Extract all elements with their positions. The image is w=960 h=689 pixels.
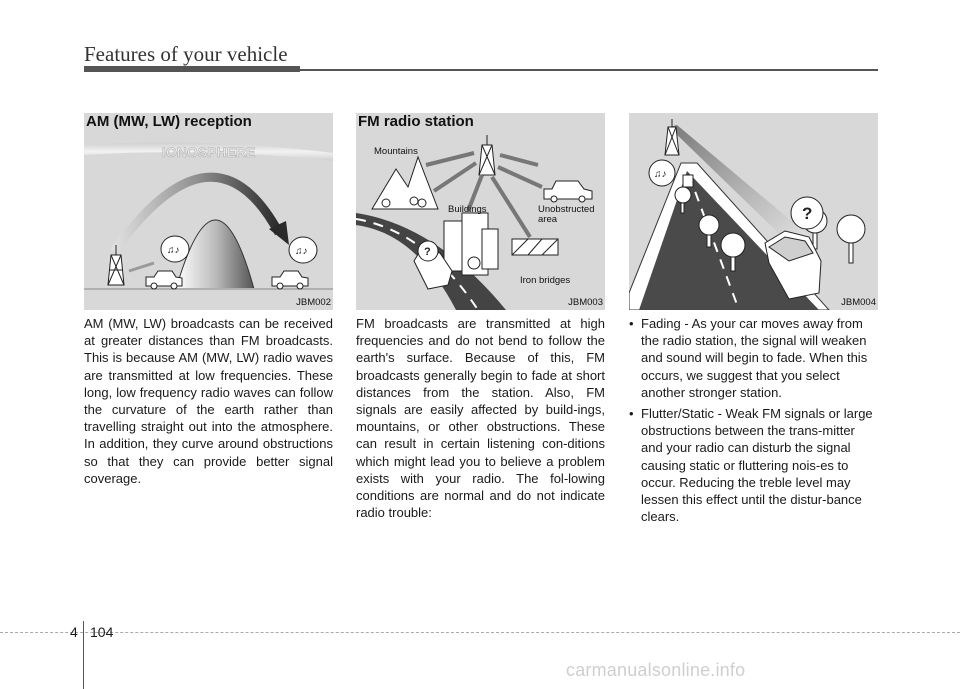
ionosphere-label: IONOSPHERE [162, 144, 256, 160]
fading-illustration [629, 113, 878, 310]
figure-code: JBM002 [296, 297, 331, 308]
fm-conditions-list [629, 315, 878, 529]
list-item-text: Fading - As your car moves away from the radio station, the signal will weaken and sound will begin to fade. When this occurs, we suggest that you select another stronger station. [641, 316, 868, 400]
am-reception-figure [84, 113, 333, 310]
radio-tower-icon [479, 135, 495, 175]
svg-text:?: ? [424, 246, 431, 258]
bullet-marker: • [629, 316, 634, 331]
list-item [629, 405, 878, 525]
svg-text:♫♪: ♫♪ [654, 169, 667, 180]
header-rule-thick [84, 66, 300, 72]
page-number: 104 [90, 624, 114, 640]
figure-title: FM radio station [358, 113, 474, 130]
label-buildings: Buildings [448, 204, 487, 215]
label-area: area [538, 214, 558, 225]
list-item-text: Flutter/Static - Weak FM signals or large obstructions between the trans-mitter and your radio can disturb the signal causing static or fluttering nois-es to occur. Reducing the treble level may lessen this effect until the distur-bance clears. [641, 406, 873, 525]
footer-rule [0, 632, 960, 633]
question-bubble-icon [418, 241, 438, 261]
fm-station-illustration [356, 113, 605, 310]
label-mountains: Mountains [374, 146, 418, 157]
label-unobstructed: Unobstructed [538, 204, 595, 215]
car-icon [272, 271, 308, 289]
fm-radio-station-figure [356, 113, 605, 310]
header-rule-thin [300, 69, 878, 71]
music-signal-icon [289, 237, 317, 263]
music-signal-icon [649, 160, 675, 186]
am-reception-illustration [84, 113, 333, 310]
figure-title: AM (MW, LW) reception [86, 113, 252, 130]
svg-text:♫♪: ♫♪ [167, 245, 180, 256]
fm-paragraph: FM broadcasts are transmitted at high frequencies and do not bend to follow the earth's surface. Because of this, FM broadcasts generally begin to fade at short distances from the station. Also, FM signals are easily affected by build-ings, mountains, or other obstructions. These can result in certain listening con-ditions which might lead you to believe a problem exists with your radio. The fol-lowing conditions are normal and do not indicate radio trouble: [356, 316, 605, 521]
svg-text:♫♪: ♫♪ [295, 246, 308, 257]
watermark: carmanualsonline.info [566, 660, 746, 680]
svg-text:?: ? [802, 204, 813, 223]
fading-figure [629, 113, 878, 310]
footer-divider [83, 621, 84, 689]
question-bubble-icon [791, 197, 823, 229]
buildings [444, 213, 498, 275]
music-signal-icon [161, 236, 189, 262]
label-iron-bridges: Iron bridges [520, 275, 571, 286]
car-icon [683, 175, 693, 187]
figure-code: JBM003 [568, 297, 603, 308]
chapter-number: 4 [70, 624, 78, 640]
am-paragraph: AM (MW, LW) broadcasts can be received at greater distances than FM broadcasts. This is because AM (MW, LW) radio waves are transmitted at low frequencies. These long, low frequency radio waves can follow the curvature of the earth rather than travelling straight out into the atmosphere. In addition, they curve around obstructions so that they can provide better signal coverage. [84, 316, 333, 486]
figure-code: JBM004 [841, 297, 876, 308]
car-icon [146, 271, 182, 289]
radio-tower-icon [665, 119, 679, 155]
list-item [629, 315, 878, 401]
radio-tower-icon [108, 245, 124, 285]
iron-bridge [512, 239, 558, 255]
bullet-marker: • [629, 406, 634, 422]
page-header-title: Features of your vehicle [84, 42, 288, 66]
car-icon [544, 181, 592, 202]
